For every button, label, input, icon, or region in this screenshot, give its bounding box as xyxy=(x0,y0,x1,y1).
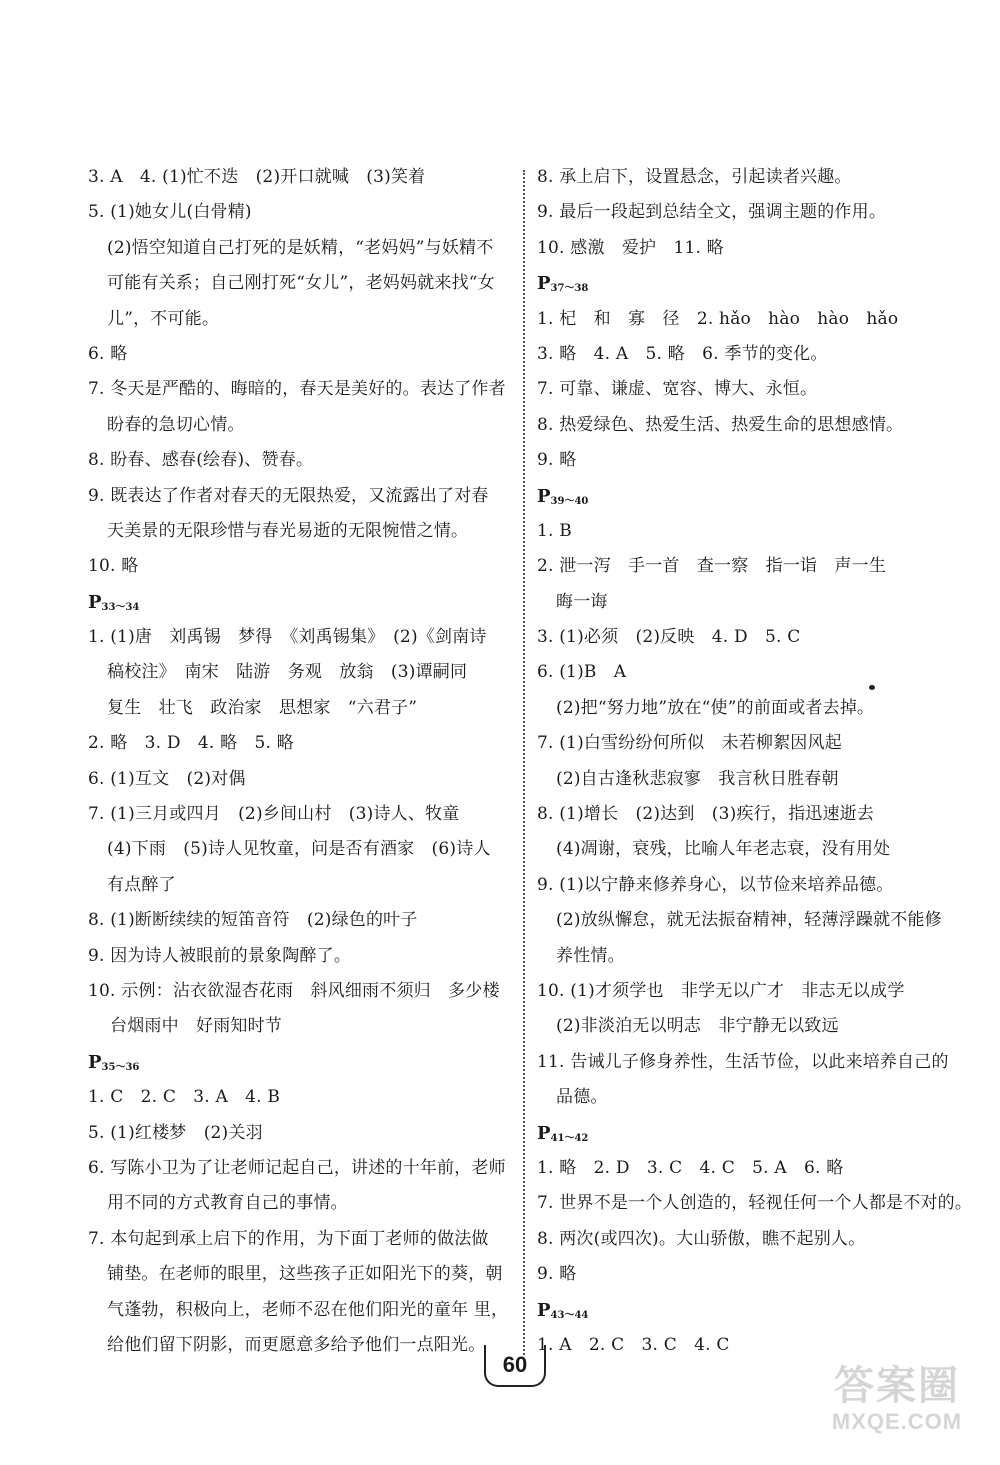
section-heading xyxy=(537,1293,967,1328)
answer-line: 8. 热爱绿色、热爱生活、热爱生命的思想感情。 xyxy=(537,414,904,435)
answer-line: 3. 略 4. A 5. 略 6. 季节的变化。 xyxy=(537,343,828,364)
page-number: 60 xyxy=(484,1345,546,1387)
answer-line: 复生 壮飞 政治家 思想家 “六君子” xyxy=(107,697,418,718)
section-page-range: 37～38 xyxy=(550,283,589,295)
answer-line: 养性情。 xyxy=(556,945,625,966)
answer-line: 9. 略 xyxy=(537,450,577,471)
answer-line: 10. (1)才须学也 非学无以广才 非志无以成学 xyxy=(537,980,905,1001)
answer-line: 9. 最后一段起到总结全文，强调主题的作用。 xyxy=(537,202,887,223)
answer-line: 9. 因为诗人被眼前的景象陶醉了。 xyxy=(88,945,352,966)
answer-line: 11. 告诫儿子修身养性，生活节俭，以此来培养自己的 xyxy=(537,1051,949,1072)
section-letter: P xyxy=(537,1299,551,1321)
answer-line: 有点醉了 xyxy=(107,874,176,895)
section-page-range: 43～44 xyxy=(550,1309,589,1321)
answer-line: 8. 承上启下，设置悬念，引起读者兴趣。 xyxy=(537,167,852,187)
answer-line: 10. 感激 爱护 11. 略 xyxy=(537,237,724,258)
answer-line: 8. (1)增长 (2)达到 (3)疾行，指迅速逝去 xyxy=(537,804,875,825)
answer-line: 7. (1)白雪纷纷何所似 未若柳絮因风起 xyxy=(537,733,842,754)
left-column xyxy=(88,160,513,1363)
answer-line: 8. 两次(或四次)。大山骄傲，瞧不起别人。 xyxy=(537,1228,866,1249)
answer-line: 儿”，不可能。 xyxy=(107,308,220,329)
answer-line: 天美景的无限珍惜与春光易逝的无限惋惜之情。 xyxy=(107,520,469,541)
answer-line: 气蓬勃，积极向上，老师不忍在他们阳光的童年 里， xyxy=(107,1299,509,1320)
answer-line: 1. (1)唐 刘禹锡 梦得 《刘禹锡集》 (2)《剑南诗 xyxy=(88,627,487,648)
answer-line: 7. 冬天是严酷的、晦暗的，春天是美好的。表达了作者 xyxy=(88,379,506,400)
answer-line: (2)非淡泊无以明志 非宁静无以致远 xyxy=(556,1016,839,1037)
section-page-range: 41～42 xyxy=(550,1132,589,1144)
answer-line: 1. B xyxy=(537,520,572,541)
answer-line: 9. 略 xyxy=(537,1264,577,1285)
answer-line: 7. (1)三月或四月 (2)乡间山村 (3)诗人、牧童 xyxy=(88,804,460,825)
answer-line: 1. C 2. C 3. A 4. B xyxy=(88,1087,281,1108)
section-heading xyxy=(88,1045,513,1080)
answer-line: 1. A 2. C 3. C 4. C xyxy=(537,1334,730,1355)
answer-line: (4)凋谢，衰残，比喻人年老志衰，没有用处 xyxy=(556,839,891,860)
section-heading xyxy=(537,1116,967,1151)
answer-line: (4)下雨 (5)诗人见牧童，问是否有酒家 (6)诗人 xyxy=(107,839,491,860)
section-letter: P xyxy=(537,1122,551,1144)
ink-dot xyxy=(869,685,875,690)
answer-line: 1. 杞 和 寡 径 2. hǎo hào hào hǎo xyxy=(537,308,899,329)
right-column xyxy=(537,160,973,1363)
answer-line: 6. (1)互文 (2)对偶 xyxy=(88,768,246,789)
answer-line: 台烟雨中 好雨知时节 xyxy=(110,1016,282,1037)
answer-line: (2)悟空知道自己打死的是妖精，“老妈妈”与妖精不 xyxy=(107,237,494,258)
watermark-logo: 答案圈 xyxy=(834,1364,960,1408)
answer-line: 6. 略 xyxy=(88,343,128,364)
column-divider xyxy=(523,170,525,1355)
section-page-range: 33～34 xyxy=(101,601,140,613)
answer-line: 8. (1)断断续续的短笛音符 (2)绿色的叶子 xyxy=(88,910,418,931)
answer-line: 6. 写陈小卫为了让老师记起自己，讲述的十年前，老师 xyxy=(88,1157,506,1178)
section-page-range: 35～36 xyxy=(101,1061,140,1073)
answer-line: 可能有关系；自己刚打死“女儿”，老妈妈就来找“女 xyxy=(107,273,495,294)
watermark xyxy=(812,1363,982,1443)
answer-line: 9. 既表达了作者对春天的无限热爱，又流露出了对春 xyxy=(88,485,489,506)
section-heading xyxy=(537,266,967,301)
answer-line: 10. 示例：沾衣欲湿杏花雨 斜风细雨不须归 多少楼 xyxy=(88,980,500,1001)
answer-line: 5. (1)她女儿(白骨精) xyxy=(88,202,252,223)
answer-line: 7. 本句起到承上启下的作用，为下面丁老师的做法做 xyxy=(88,1228,489,1249)
answer-line: 7. 世界不是一个人创造的，轻视任何一个人都是不对的。 xyxy=(537,1193,973,1214)
section-heading xyxy=(88,585,513,620)
answer-line: 晦一诲 xyxy=(556,591,608,612)
answer-line: 品德。 xyxy=(556,1087,608,1108)
section-heading xyxy=(537,479,967,514)
answer-line: 2. 泄一泻 手一首 查一察 指一诣 声一生 xyxy=(537,556,887,577)
section-letter: P xyxy=(537,485,551,507)
answer-line: 用不同的方式教育自己的事情。 xyxy=(107,1193,348,1214)
answer-line: 3. (1)必须 (2)反映 4. D 5. C xyxy=(537,627,801,648)
answer-line: 给他们留下阴影，而更愿意多给予他们一点阳光。 xyxy=(107,1334,486,1355)
answer-line: (2)放纵懈怠，就无法振奋精神，轻薄浮躁就不能修 xyxy=(556,910,942,931)
watermark-url: MXQE.COM xyxy=(831,1409,963,1434)
answer-line: 8. 盼春、感春(绘春)、赞春。 xyxy=(88,450,314,471)
section-letter: P xyxy=(88,591,102,613)
answer-line: 铺垫。在老师的眼里，这些孩子正如阳光下的葵，朝 xyxy=(107,1264,503,1285)
answer-line: (2)自古逢秋悲寂寥 我言秋日胜春朝 xyxy=(556,768,839,789)
answer-line: 3. A 4. (1)忙不迭 (2)开口就喊 (3)笑着 xyxy=(88,167,426,187)
answer-line: (2)把“努力地”放在“使”的前面或者去掉。 xyxy=(556,697,875,718)
answer-line: 5. (1)红楼梦 (2)关羽 xyxy=(88,1122,263,1143)
answer-line: 稿校注》 南宋 陆游 务观 放翁 (3)谭嗣同 xyxy=(107,662,468,683)
section-letter: P xyxy=(537,273,551,295)
answer-line: 7. 可靠、谦虚、宽容、博大、永恒。 xyxy=(537,379,818,400)
answer-line: 10. 略 xyxy=(88,556,139,577)
section-letter: P xyxy=(88,1051,102,1073)
answer-line: 2. 略 3. D 4. 略 5. 略 xyxy=(88,733,294,754)
answer-line: 盼春的急切心情。 xyxy=(107,414,245,435)
answer-line: 6. (1)B A xyxy=(537,662,627,683)
answer-line: 1. 略 2. D 3. C 4. C 5. A 6. 略 xyxy=(537,1157,844,1178)
answer-line: 9. (1)以宁静来修养身心，以节俭来培养品德。 xyxy=(537,874,894,895)
section-page-range: 39～40 xyxy=(550,495,589,507)
